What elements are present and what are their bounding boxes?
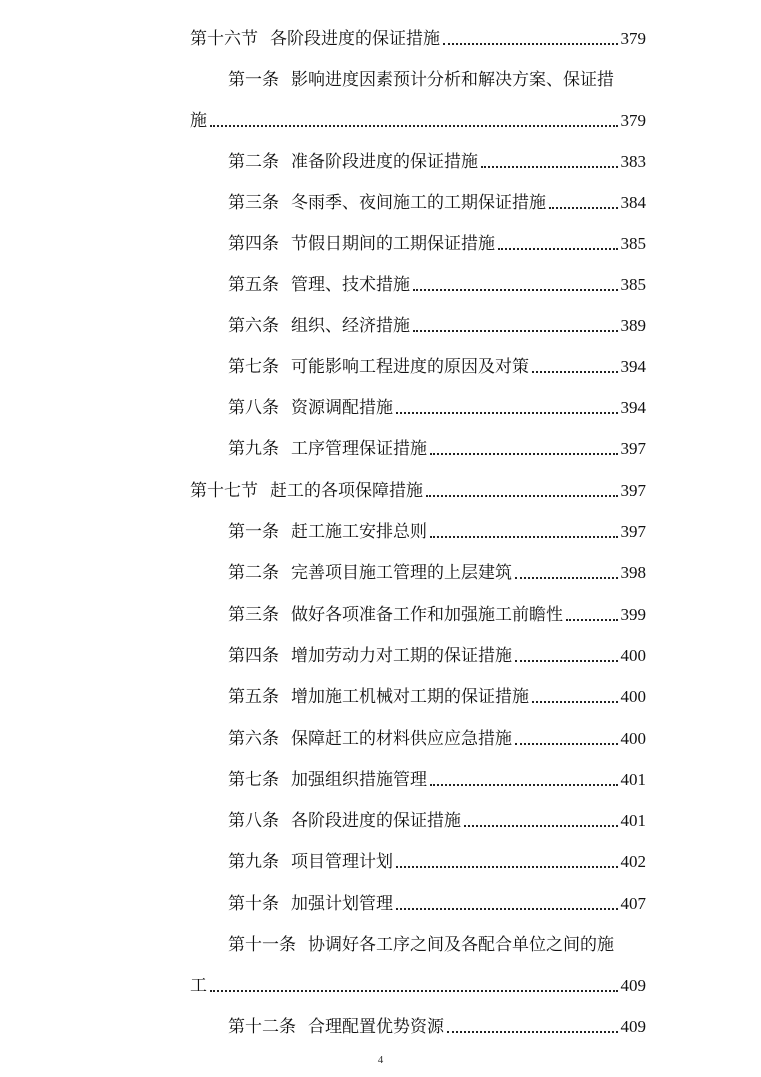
toc-entry xyxy=(228,143,646,173)
entry-title: 资源调配措施 xyxy=(291,398,393,418)
entry-page: 385 xyxy=(620,234,646,253)
leader-dots xyxy=(396,412,618,414)
entry-number: 第九条 xyxy=(228,439,279,459)
leader-dots xyxy=(566,619,618,621)
toc-entry xyxy=(228,430,646,460)
entry-title: 协调好各工序之间及各配合单位之间的施 xyxy=(308,935,614,955)
toc-entry xyxy=(228,843,646,873)
toc-entry xyxy=(228,1008,646,1038)
entry-title: 做好各项准备工作和加强施工前瞻性 xyxy=(291,605,563,625)
entry-page: 398 xyxy=(620,563,646,582)
entry-title: 加强计划管理 xyxy=(291,894,393,914)
entry-page: 394 xyxy=(620,398,646,417)
leader-dots xyxy=(413,289,618,291)
toc-entry xyxy=(228,266,646,296)
leader-dots xyxy=(515,577,618,579)
entry-page: 397 xyxy=(620,481,646,500)
toc-entry xyxy=(228,678,646,708)
leader-dots xyxy=(396,908,618,910)
leader-dots xyxy=(413,330,618,332)
entry-number: 第六条 xyxy=(228,729,279,749)
toc-entry xyxy=(228,61,646,91)
entry-number: 第三条 xyxy=(228,605,279,625)
leader-dots xyxy=(430,784,618,786)
toc-entry-continuation xyxy=(190,967,646,997)
leader-dots xyxy=(515,743,618,745)
entry-page: 400 xyxy=(620,646,646,665)
entry-title: 赶工的各项保障措施 xyxy=(270,481,423,501)
entry-title: 可能影响工程进度的原因及对策 xyxy=(291,357,529,377)
toc-entry xyxy=(228,637,646,667)
leader-dots xyxy=(447,1031,618,1033)
entry-page: 383 xyxy=(620,152,646,171)
toc-entry xyxy=(190,20,646,50)
entry-title: 项目管理计划 xyxy=(291,852,393,872)
entry-number: 第三条 xyxy=(228,193,279,213)
toc-entry xyxy=(228,389,646,419)
entry-page: 407 xyxy=(620,894,646,913)
entry-title: 准备阶段进度的保证措施 xyxy=(291,152,478,172)
entry-title: 合理配置优势资源 xyxy=(308,1017,444,1037)
entry-title: 各阶段进度的保证措施 xyxy=(291,811,461,831)
entry-number: 第十七节 xyxy=(190,481,258,501)
toc-entry xyxy=(228,513,646,543)
entry-page: 402 xyxy=(620,852,646,871)
entry-number: 第八条 xyxy=(228,811,279,831)
entry-number: 第十一条 xyxy=(228,935,296,955)
entry-title: 加强组织措施管理 xyxy=(291,770,427,790)
entry-page: 409 xyxy=(620,1017,646,1036)
entry-title: 增加施工机械对工期的保证措施 xyxy=(291,687,529,707)
entry-number: 第四条 xyxy=(228,646,279,666)
leader-dots xyxy=(430,453,618,455)
toc-entry xyxy=(228,554,646,584)
toc-entry xyxy=(228,184,646,214)
entry-number: 第七条 xyxy=(228,770,279,790)
entry-number: 第六条 xyxy=(228,316,279,336)
leader-dots xyxy=(426,495,618,497)
entry-number: 第一条 xyxy=(228,522,279,542)
entry-title: 管理、技术措施 xyxy=(291,275,410,295)
leader-dots xyxy=(481,166,618,168)
leader-dots xyxy=(210,990,618,992)
entry-page: 379 xyxy=(620,111,646,130)
entry-title: 工序管理保证措施 xyxy=(291,439,427,459)
toc-entry xyxy=(228,225,646,255)
leader-dots xyxy=(532,701,618,703)
entry-title: 完善项目施工管理的上层建筑 xyxy=(291,563,512,583)
toc-entry xyxy=(228,802,646,832)
toc-entry xyxy=(228,885,646,915)
toc-entry-continuation xyxy=(190,102,646,132)
page-number-footer: 4 xyxy=(377,1054,384,1066)
entry-number: 第一条 xyxy=(228,70,279,90)
entry-number: 第四条 xyxy=(228,234,279,254)
entry-number: 第二条 xyxy=(228,563,279,583)
entry-page: 401 xyxy=(620,770,646,789)
entry-number: 第五条 xyxy=(228,275,279,295)
entry-number: 第七条 xyxy=(228,357,279,377)
entry-page: 400 xyxy=(620,687,646,706)
leader-dots xyxy=(210,125,618,127)
entry-number: 第二条 xyxy=(228,152,279,172)
entry-title: 组织、经济措施 xyxy=(291,316,410,336)
entry-page: 397 xyxy=(620,439,646,458)
leader-dots xyxy=(498,248,618,250)
toc-entry xyxy=(228,307,646,337)
entry-page: 394 xyxy=(620,357,646,376)
toc-entry xyxy=(228,926,646,956)
leader-dots xyxy=(532,371,618,373)
entry-page: 379 xyxy=(620,29,646,48)
leader-dots xyxy=(396,866,618,868)
entry-number: 第十条 xyxy=(228,894,279,914)
entry-title: 工 xyxy=(190,976,207,996)
leader-dots xyxy=(515,660,618,662)
entry-page: 384 xyxy=(620,193,646,212)
toc-entry xyxy=(228,348,646,378)
entry-title: 赶工施工安排总则 xyxy=(291,522,427,542)
leader-dots xyxy=(430,536,618,538)
entry-title: 保障赶工的材料供应应急措施 xyxy=(291,729,512,749)
leader-dots xyxy=(443,43,618,45)
entry-page: 385 xyxy=(620,275,646,294)
entry-page: 401 xyxy=(620,811,646,830)
entry-title: 各阶段进度的保证措施 xyxy=(270,29,440,49)
leader-dots xyxy=(464,825,618,827)
entry-number: 第十六节 xyxy=(190,29,258,49)
entry-page: 400 xyxy=(620,729,646,748)
entry-title: 施 xyxy=(190,111,207,131)
entry-number: 第九条 xyxy=(228,852,279,872)
toc-entry xyxy=(228,596,646,626)
entry-title: 冬雨季、夜间施工的工期保证措施 xyxy=(291,193,546,213)
entry-page: 399 xyxy=(620,605,646,624)
entry-page: 409 xyxy=(620,976,646,995)
entry-number: 第八条 xyxy=(228,398,279,418)
toc-entry xyxy=(228,761,646,791)
entry-number: 第五条 xyxy=(228,687,279,707)
entry-title: 影响进度因素预计分析和解决方案、保证措 xyxy=(291,70,614,90)
entry-page: 397 xyxy=(620,522,646,541)
leader-dots xyxy=(549,207,618,209)
toc-entry xyxy=(190,472,646,502)
entry-page: 389 xyxy=(620,316,646,335)
entry-title: 增加劳动力对工期的保证措施 xyxy=(291,646,512,666)
entry-number: 第十二条 xyxy=(228,1017,296,1037)
entry-title: 节假日期间的工期保证措施 xyxy=(291,234,495,254)
toc-entry xyxy=(228,720,646,750)
